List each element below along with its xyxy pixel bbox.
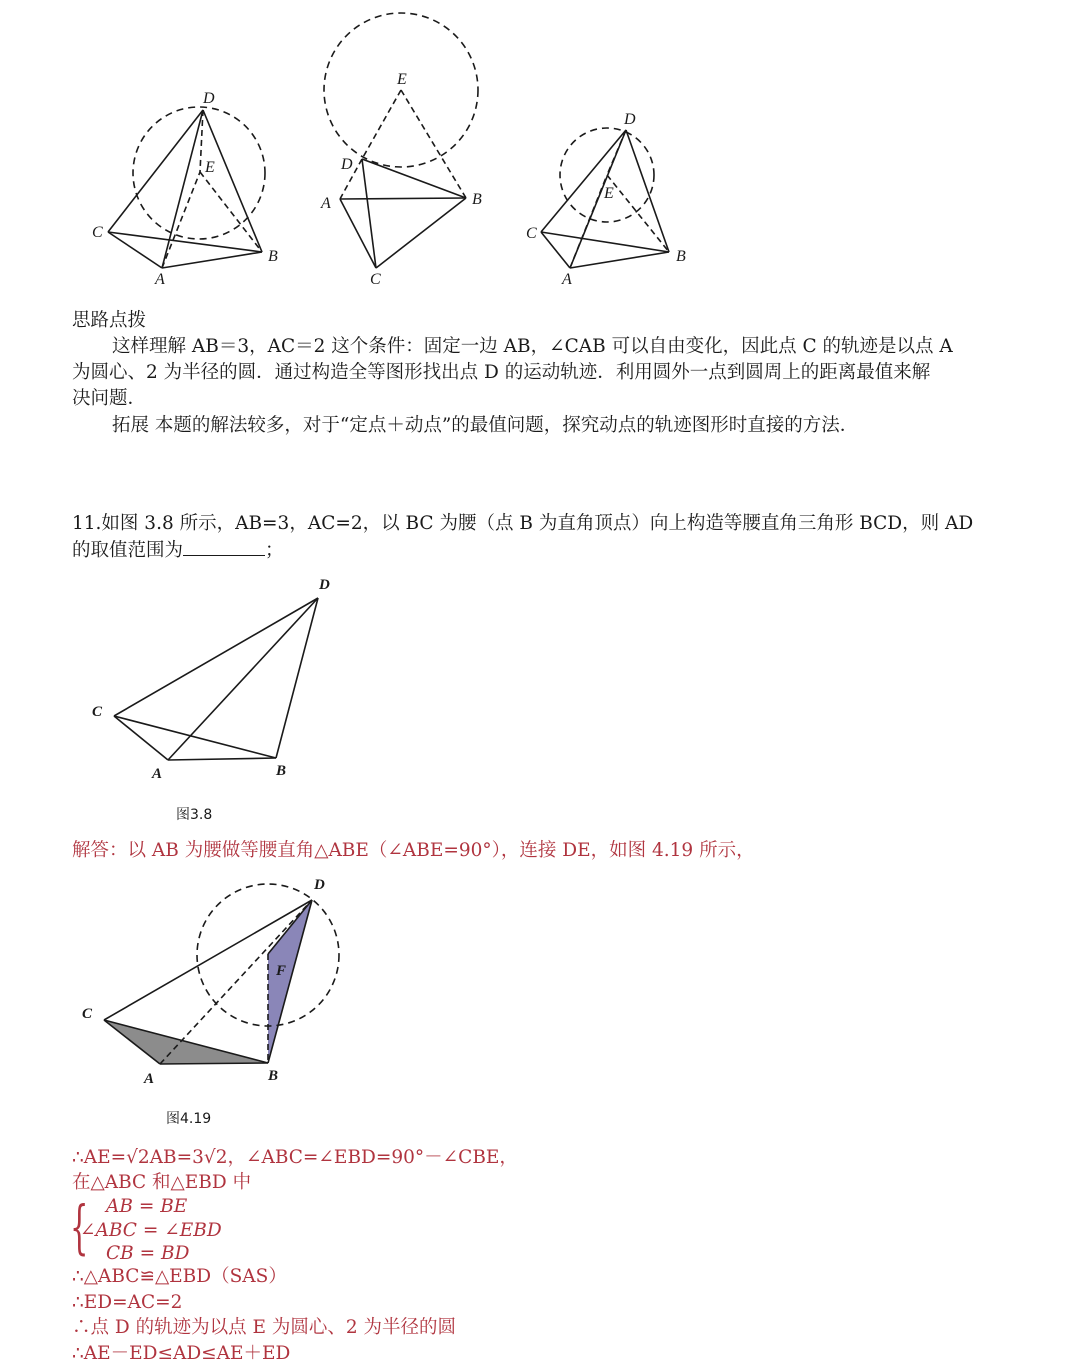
label-A: A [562,271,572,288]
label-D: D [624,111,636,128]
answer-step-3: ∴△ABC≌△EBD（SAS） [72,1266,287,1287]
figure-4-19-caption: 图4.19 [166,1111,212,1127]
system-eq-2: ∠ABC = ∠EBD [80,1220,222,1241]
label-D: D [314,877,325,893]
hint-extension: 拓展 本题的解法较多，对于“定点＋动点”的最值问题，探究动点的轨迹图形时直接的方法． [112,415,859,436]
answer-step-6: ∴AE－ED≤AD≤AE＋ED [72,1343,291,1364]
system-eq-1: AB = BE [106,1196,188,1217]
answer-step-1: ∴AE=√2AB=3√2，∠ABC=∠EBD=90°－∠CBE， [72,1147,518,1168]
hint-line-1: 这样理解 AB＝3，AC＝2 这个条件：固定一边 AB，∠CAB 可以自由变化，因此点 C 的轨迹是以点 A [112,336,953,357]
label-B: B [276,763,287,779]
label-B: B [268,1068,279,1084]
label-B: B [676,248,686,265]
label-D: D [203,90,215,107]
label-B: B [472,191,482,208]
problem-line-1: 11.如图 3.8 所示，AB=3，AC=2，以 BC 为腰（点 B 为直角顶点）向上构造等腰直角三角形 BCD，则 AD [72,513,974,534]
problem-line-2-end: ； [265,540,284,561]
hint-line-3: 决问题． [72,388,147,409]
answer-intro: 解答：以 AB 为腰做等腰直角△ABE（∠ABE=90°），连接 DE，如图 4.19 所示， [72,840,755,861]
label-C: C [92,704,103,720]
label-C: C [92,224,103,241]
problem-line-2-text: 的取值范围为 [72,540,184,561]
label-E: E [604,185,614,202]
label-D: D [319,577,330,593]
label-A: A [144,1071,155,1087]
answer-step-4: ∴ED=AC=2 [72,1292,183,1313]
hint-line-2: 为圆心、2 为半径的圆．通过构造全等图形找出点 D 的运动轨迹．利用圆外一点到圆周上的距离最值来解 [72,362,931,383]
label-E: E [205,159,215,176]
label-C: C [82,1006,93,1022]
label-A: A [321,195,331,212]
label-A: A [155,271,165,288]
label-E: E [397,71,407,88]
answer-step-2: 在△ABC 和△EBD 中 [72,1172,252,1193]
hint-heading: 思路点拨 [72,310,147,331]
system-brace: { [70,1193,89,1261]
label-B: B [268,248,278,265]
answer-step-5: ∴点 D 的轨迹为以点 E 为圆心、2 为半径的圆 [72,1317,457,1338]
figure-3-8-caption: 图3.8 [176,807,213,823]
label-C: C [526,225,537,242]
label-A: A [152,766,163,782]
label-D: D [341,156,353,173]
label-C: C [370,271,381,288]
system-eq-3: CB = BD [106,1243,190,1264]
label-F: F [276,963,287,979]
segment-AB [160,1063,268,1064]
